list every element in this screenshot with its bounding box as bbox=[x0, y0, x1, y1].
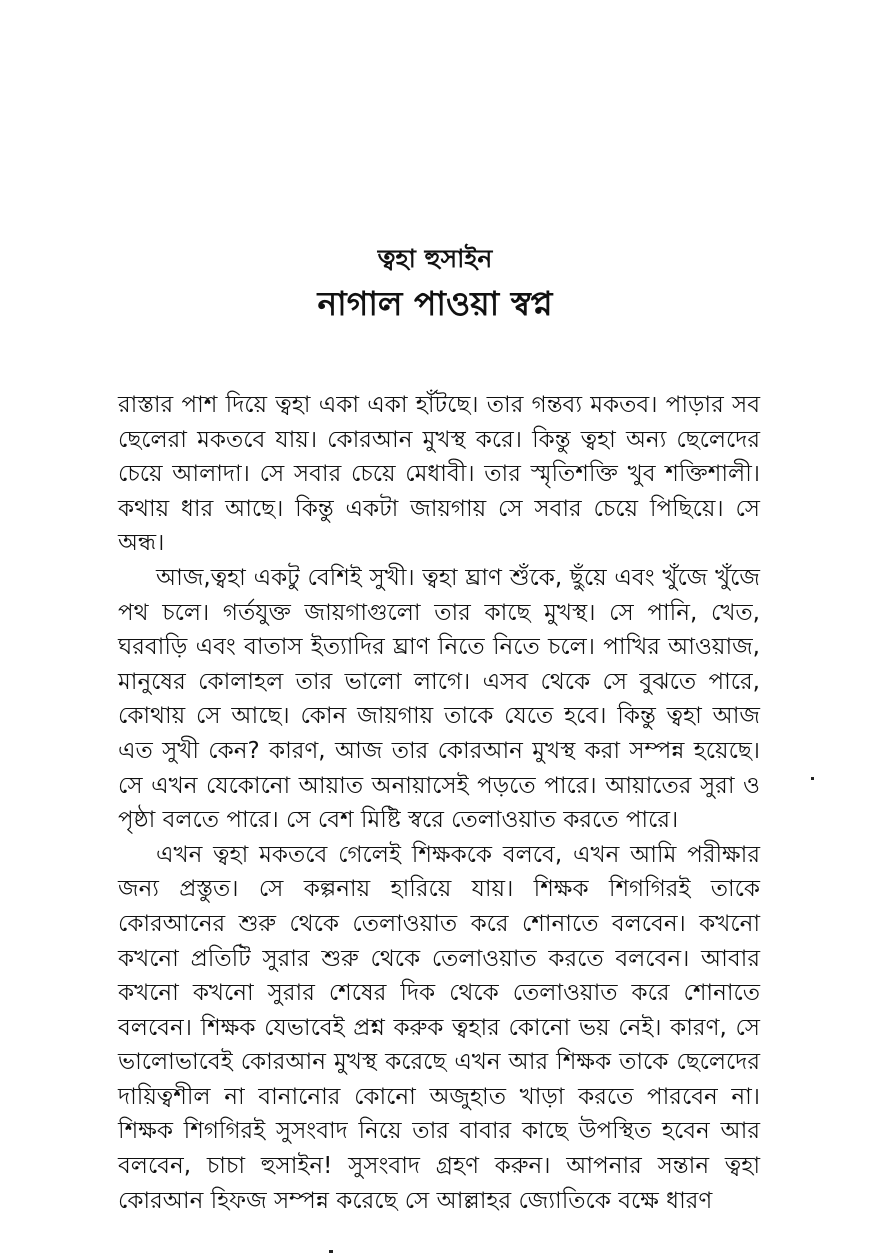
story-title: নাগাল পাওয়া স্বপ্ন bbox=[317, 284, 553, 323]
paragraph-1: রাস্তার পাশ দিয়ে ত্বহা একা একা হাঁটছে। তার গন্তব্য মকতব। পাড়ার সব ছেলেরা মকতবে যায়। কোরআন মুখস্থ করে। কিন্তু ত্বহা অন্য ছেলেদের চেয়ে আলাদা। সে সবার চেয়ে মেধাবী। তার স্মৃতিশক্তি খুব শক্তিশালী। কথায় ধার আছে। কিন্তু একটা জায়গায় সে সবার চেয়ে পিছিয়ে। সে অন্ধ। bbox=[118, 392, 760, 557]
author-name: ত্বহা হুসাইন bbox=[377, 244, 493, 273]
scan-speck bbox=[811, 777, 814, 780]
scan-speck bbox=[329, 1250, 333, 1253]
paragraph-3: এখন ত্বহা মকতবে গেলেই শিক্ষককে বলবে, এখন আমি পরীক্ষার জন্য প্রস্তুত। সে কল্পনায় হারিয়ে যায়। শিক্ষক শিগগিরই তাকে কোরআনের শুরু থেকে তেলাওয়াত করে শোনাতে বলবেন। কখনো কখনো প্রতিটি সুরার শুরু থেকে তেলাওয়াত করতে বলবেন। আবার কখনো কখনো সুরার শেষের দিক থেকে তেলাওয়াত করে শোনাতে বলবেন। শিক্ষক যেভাবেই প্রশ্ন করুক ত্বহার কোনো ভয় নেই। কারণ, সে ভালোভাবেই কোরআন মুখস্থ করেছে এখন আর শিক্ষক তাকে ছেলেদের দায়িত্বশীল না বানানোর কোনো অজুহাত খাড়া করতে পারবেন না। শিক্ষক শিগগিরই সুসংবাদ নিয়ে তার বাবার কাছে উপস্থিত হবেন আর বলবেন, চাচা হুসাইন! সুসংবাদ গ্রহণ করুন। আপনার সন্তান ত্বহা কোরআন হিফজ সম্পন্ন করেছে সে আল্লাহর জ্যোতিকে বক্ষে ধারণ bbox=[118, 841, 760, 1214]
story-body bbox=[118, 388, 760, 1218]
paragraph-2: আজ,ত্বহা একটু বেশিই সুখী। ত্বহা ঘ্রাণ শুঁকে, ছুঁয়ে এবং খুঁজে খুঁজে পথ চলে। গর্তযুক্ত জায়গাগুলো তার কাছে মুখস্থ। সে পানি, খেত, ঘরবাড়ি এবং বাতাস ইত্যাদির ঘ্রাণ নিতে নিতে চলে। পাখির আওয়াজ, মানুষের কোলাহল তার ভালো লাগে। এসব থেকে সে বুঝতে পারে, কোথায় সে আছে। কোন জায়গায় তাকে যেতে হবে। কিন্তু ত্বহা আজ এত সুখী কেন? কারণ, আজ তার কোরআন মুখস্থ করা সম্পন্ন হয়েছে। সে এখন যেকোনো আয়াত অনায়াসেই পড়তে পারে। আয়াতের সুরা ও পৃষ্ঠা বলতে পারে। সে বেশ মিষ্টি স্বরে তেলাওয়াত করতে পারে। bbox=[118, 564, 760, 834]
